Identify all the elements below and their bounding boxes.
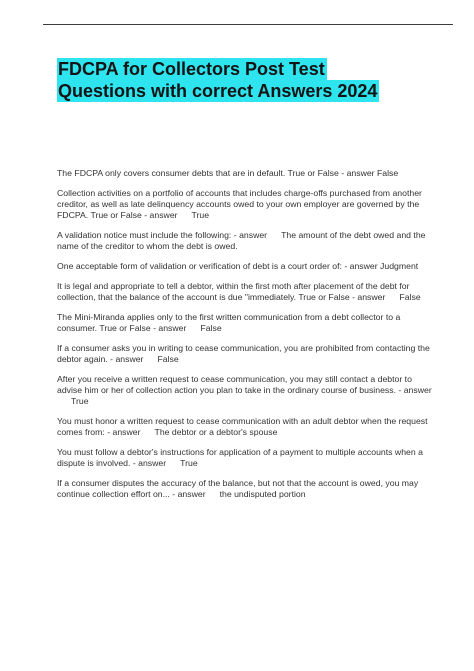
answer-label: - answer [150,323,187,333]
qa-item [57,312,432,334]
qa-item [57,230,432,252]
answer-text: False [376,168,399,178]
qa-item [57,416,432,438]
qa-item [57,168,432,179]
answer-label: - answer [338,168,377,178]
title-line-1: FDCPA for Collectors Post Test [58,59,325,79]
answer-label: - answer [341,261,381,271]
question-text: One acceptable form of validation or verification of debt is a court order of: [57,261,342,271]
qa-item [57,374,432,407]
answer-label: - answer [231,230,268,240]
answer-text: False [399,292,421,302]
question-text: After you receive a written request to cease communication, you may still contact a debtor to advise him or her of collection action you plan to take in the ordinary course of business. [57,374,412,395]
question-text: If a consumer asks you in writing to cease communication, you are prohibited from contacting the debtor again. [57,343,430,364]
answer-text: The amount of the debt owed and the name of the creditor to whom the debt is owed. [57,230,426,251]
answer-label: - answer [104,427,141,437]
answer-text: True [191,210,210,220]
answer-text: False [200,323,222,333]
answer-text: True [180,458,198,468]
answer-label: - answer [107,354,144,364]
answer-text: The debtor or a debtor's spouse [154,427,278,437]
qa-item [57,343,432,365]
qa-list [57,168,432,509]
question-text: Collection activities on a portfolio of accounts that includes charge-offs purchased from another creditor, as well as late delinquency accounts owed to your own employer are governed by the FDCPA. True or False [57,188,422,220]
answer-text: Judgment [380,261,419,271]
document-title [57,58,430,102]
question-text: A validation notice must include the following: [57,230,232,240]
qa-item [57,188,432,221]
answer-label: - answer [141,210,178,220]
question-text: You must follow a debtor's instructions for application of a payment to multiple accounts when a dispute is involved. [57,447,423,468]
title-line-2: Questions with correct Answers 2024 [58,81,378,101]
answer-label: - answer [396,385,432,395]
qa-item [57,281,432,303]
qa-item [57,261,432,272]
answer-label: - answer [349,292,386,302]
qa-item [57,447,432,469]
question-text: The Mini-Miranda applies only to the first written communication from a debt collector to a consumer. True or False [57,312,401,333]
question-text: The FDCPA only covers consumer debts that are in default. True or False [57,168,339,178]
question-text: You must honor a written request to cease communication with an adult debtor when the request comes from: [57,416,428,437]
answer-text: True [71,396,89,406]
answer-text: the undisputed portion [219,489,306,499]
answer-label: - answer [169,489,206,499]
answer-text: False [157,354,179,364]
header-rule [43,24,453,25]
answer-label: - answer [130,458,167,468]
question-text: If a consumer disputes the accuracy of the balance, but not that the account is owed, you may continue collection effort on... [57,478,419,499]
qa-item [57,478,432,500]
question-text: It is legal and appropriate to tell a debtor, within the first moth after placement of the debt for collection, that the balance of the account is due "immediately. True or False [57,281,410,302]
